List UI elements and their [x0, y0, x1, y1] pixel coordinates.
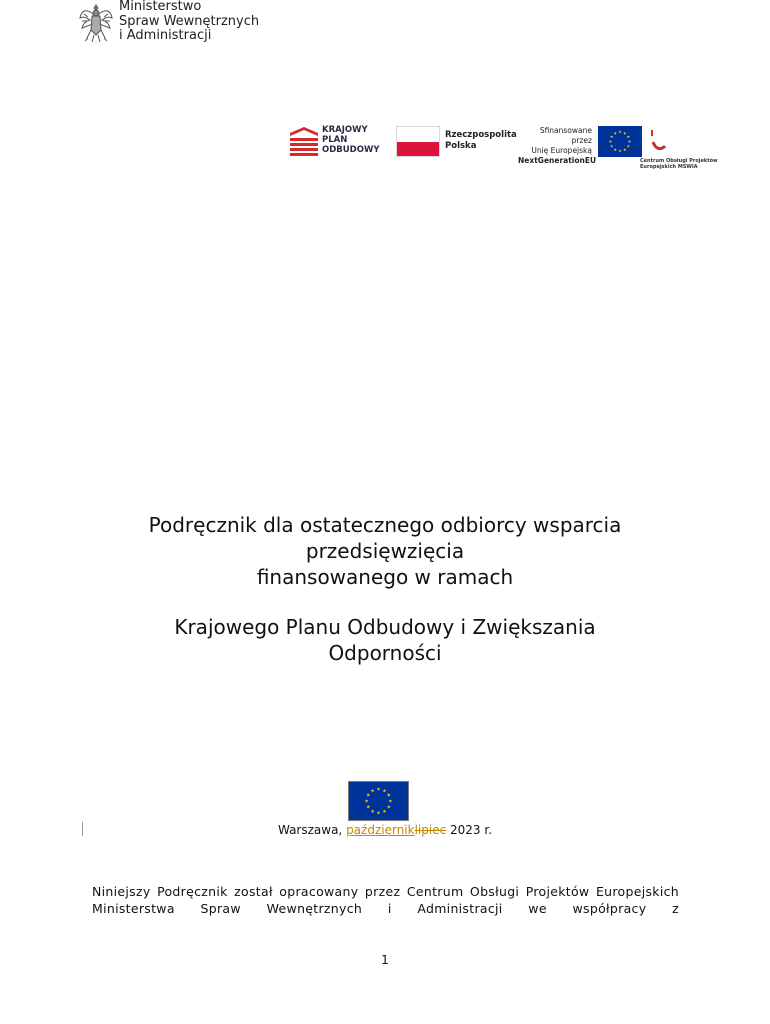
- ministry-name: [119, 0, 259, 44]
- place-date-line: [0, 823, 770, 837]
- rzeczpospolita-logo-text: [445, 130, 517, 152]
- polish-eagle-emblem-icon: [78, 2, 114, 44]
- eu-star: [371, 809, 375, 812]
- eu-star: [618, 149, 621, 152]
- title-line: finansowanego w ramach: [256, 565, 514, 589]
- kpo-logo-mark-icon: [290, 127, 318, 157]
- kpo-logo-text-line: ODBUDOWY: [322, 145, 380, 155]
- title-line: Odporności: [328, 641, 442, 665]
- ministry-name-line: Spraw Wewnętrznych: [119, 13, 260, 29]
- ministry-name-line: Ministerstwo: [119, 0, 202, 14]
- eu-star: [371, 789, 375, 792]
- cop-logo-text-line: Europejskich MSWiA: [640, 164, 698, 170]
- kpo-logo-text: [322, 125, 379, 155]
- eu-star: [383, 809, 387, 812]
- eu-flag-icon: [598, 126, 642, 157]
- eu-star: [627, 145, 630, 148]
- eu-star: [377, 811, 381, 814]
- kpo-logo-text-line: PLAN: [322, 135, 348, 145]
- ministry-name-line: i Administracji: [119, 28, 212, 43]
- title-line: przedsięwzięcia: [305, 539, 465, 563]
- title-line: Podręcznik dla ostatecznego odbiorcy wsparcia: [148, 513, 622, 537]
- eu-star: [377, 787, 381, 790]
- document-title: [0, 512, 770, 666]
- eu-star: [628, 140, 631, 143]
- cop-logo-mark-icon: [650, 126, 666, 156]
- eu-star: [365, 799, 369, 802]
- date-suffix: 2023 r.: [446, 823, 493, 837]
- eu-star: [610, 135, 613, 138]
- eu-star: [623, 148, 626, 151]
- eu-star: [387, 793, 391, 796]
- eu-star: [387, 805, 391, 808]
- eu-funding-text: [518, 126, 597, 166]
- rp-logo-text-line: Rzeczpospolita: [445, 130, 517, 140]
- tracked-insertion: październik: [346, 823, 415, 837]
- eu-star: [614, 148, 617, 151]
- date-prefix: Warszawa,: [277, 823, 347, 837]
- eu-funding-text-line: NextGenerationEU: [518, 156, 597, 165]
- eu-flag-bottom-icon: [348, 781, 409, 821]
- kpo-logo-text-line: KRAJOWY: [322, 125, 368, 135]
- cop-logo-text: [640, 158, 718, 170]
- poland-flag-icon: [396, 126, 440, 157]
- cop-logo-text-line: Centrum Obsługi Projektów: [640, 158, 718, 164]
- eu-star: [366, 793, 370, 796]
- rp-logo-text-line: Polska: [445, 141, 477, 151]
- eu-star: [623, 132, 626, 135]
- eu-star: [383, 789, 387, 792]
- eu-star: [627, 135, 630, 138]
- eu-funding-text-line: Unię Europejską: [531, 146, 592, 155]
- eu-funding-text-line: Sfinansowane przez: [539, 126, 592, 145]
- eu-star: [389, 799, 393, 802]
- tracked-deletion: lipiec: [414, 823, 447, 837]
- eu-star: [366, 805, 370, 808]
- body-paragraph: Niniejszy Podręcznik został opracowany przez Centrum Obsługi Projektów Europejskich Ministerstwa Spraw Wewnętrznych i Administracji we współpracy z: [92, 884, 679, 916]
- eu-star: [618, 130, 621, 133]
- title-line: Krajowego Planu Odbudowy i Zwiększania: [174, 615, 596, 639]
- eu-star: [614, 132, 617, 135]
- eu-star: [610, 145, 613, 148]
- page-number: 1: [381, 953, 389, 967]
- eu-star: [609, 140, 612, 143]
